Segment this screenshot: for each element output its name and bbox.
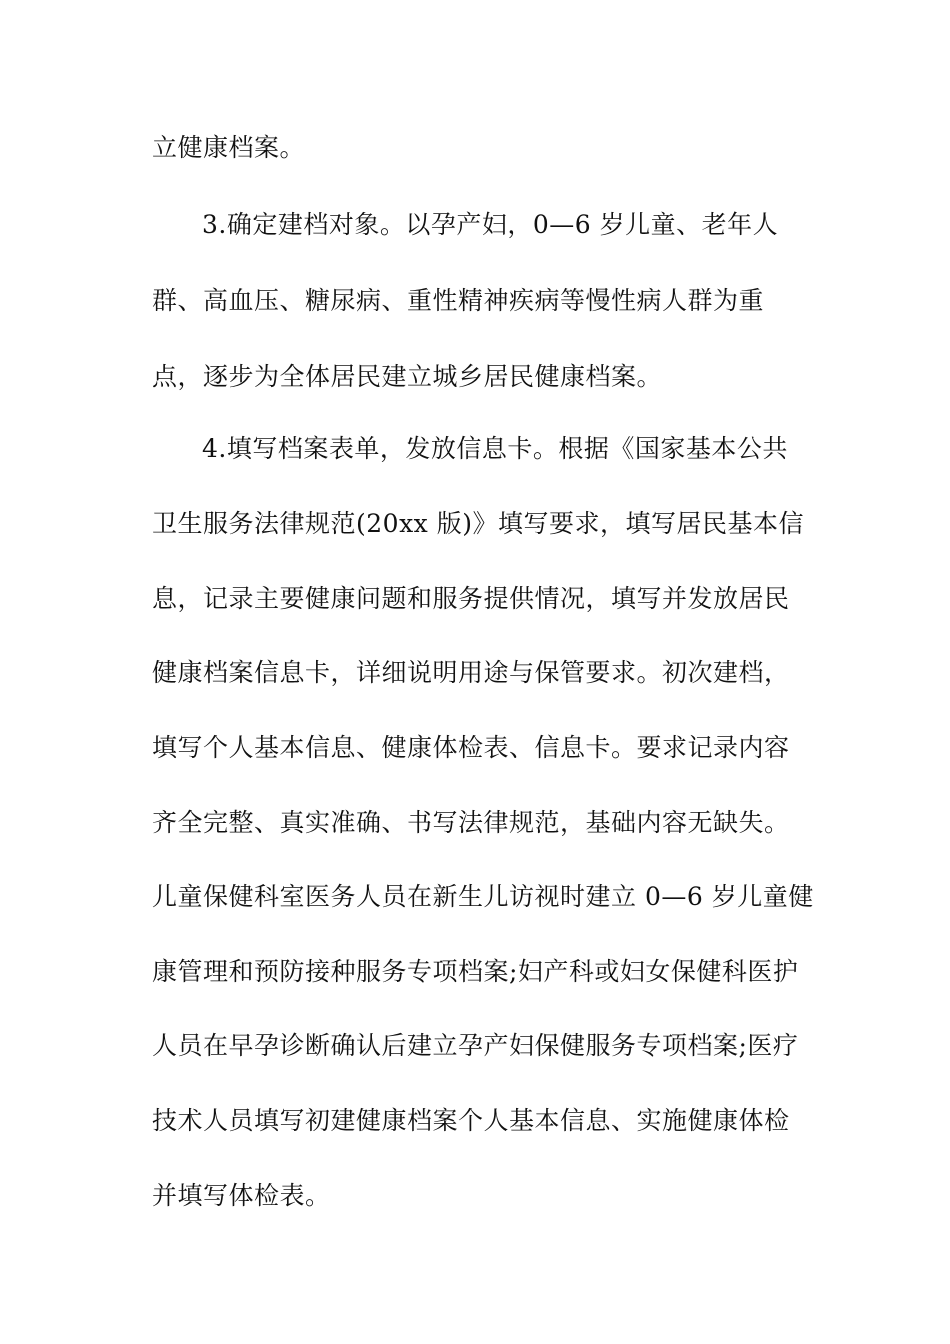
text-line: 群、高血压、糖尿病、重性精神疾病等慢性病人群为重 <box>152 286 765 315</box>
text-line: 填写个人基本信息、健康体检表、信息卡。要求记录内容 <box>152 733 790 762</box>
text-line: 儿童保健科室医务人员在新生儿访视时建立 0—6 岁儿童健 <box>152 882 814 911</box>
text-line: 康管理和预防接种服务专项档案;妇产科或妇女保健科医护 <box>152 957 799 986</box>
text-line: 人员在早孕诊断确认后建立孕产妇保健服务专项档案;医疗 <box>152 1031 799 1060</box>
text-line: 并填写体检表。 <box>152 1181 331 1210</box>
text-line: 4.填写档案表单，发放信息卡。根据《国家基本公共 <box>202 434 788 463</box>
text-line: 点，逐步为全体居民建立城乡居民健康档案。 <box>152 362 663 391</box>
text-line: 3.确定建档对象。以孕产妇，0—6 岁儿童、老年人 <box>202 210 779 239</box>
text-line: 健康档案信息卡，详细说明用途与保管要求。初次建档， <box>152 658 790 687</box>
text-line: 卫生服务法律规范(20xx 版)》填写要求，填写居民基本信 <box>152 509 804 538</box>
text-line: 立健康档案。 <box>152 133 306 162</box>
text-line: 技术人员填写初建健康档案个人基本信息、实施健康体检 <box>152 1106 790 1135</box>
text-line: 齐全完整、真实准确、书写法律规范，基础内容无缺失。 <box>152 808 790 837</box>
text-line: 息，记录主要健康问题和服务提供情况，填写并发放居民 <box>152 584 790 613</box>
